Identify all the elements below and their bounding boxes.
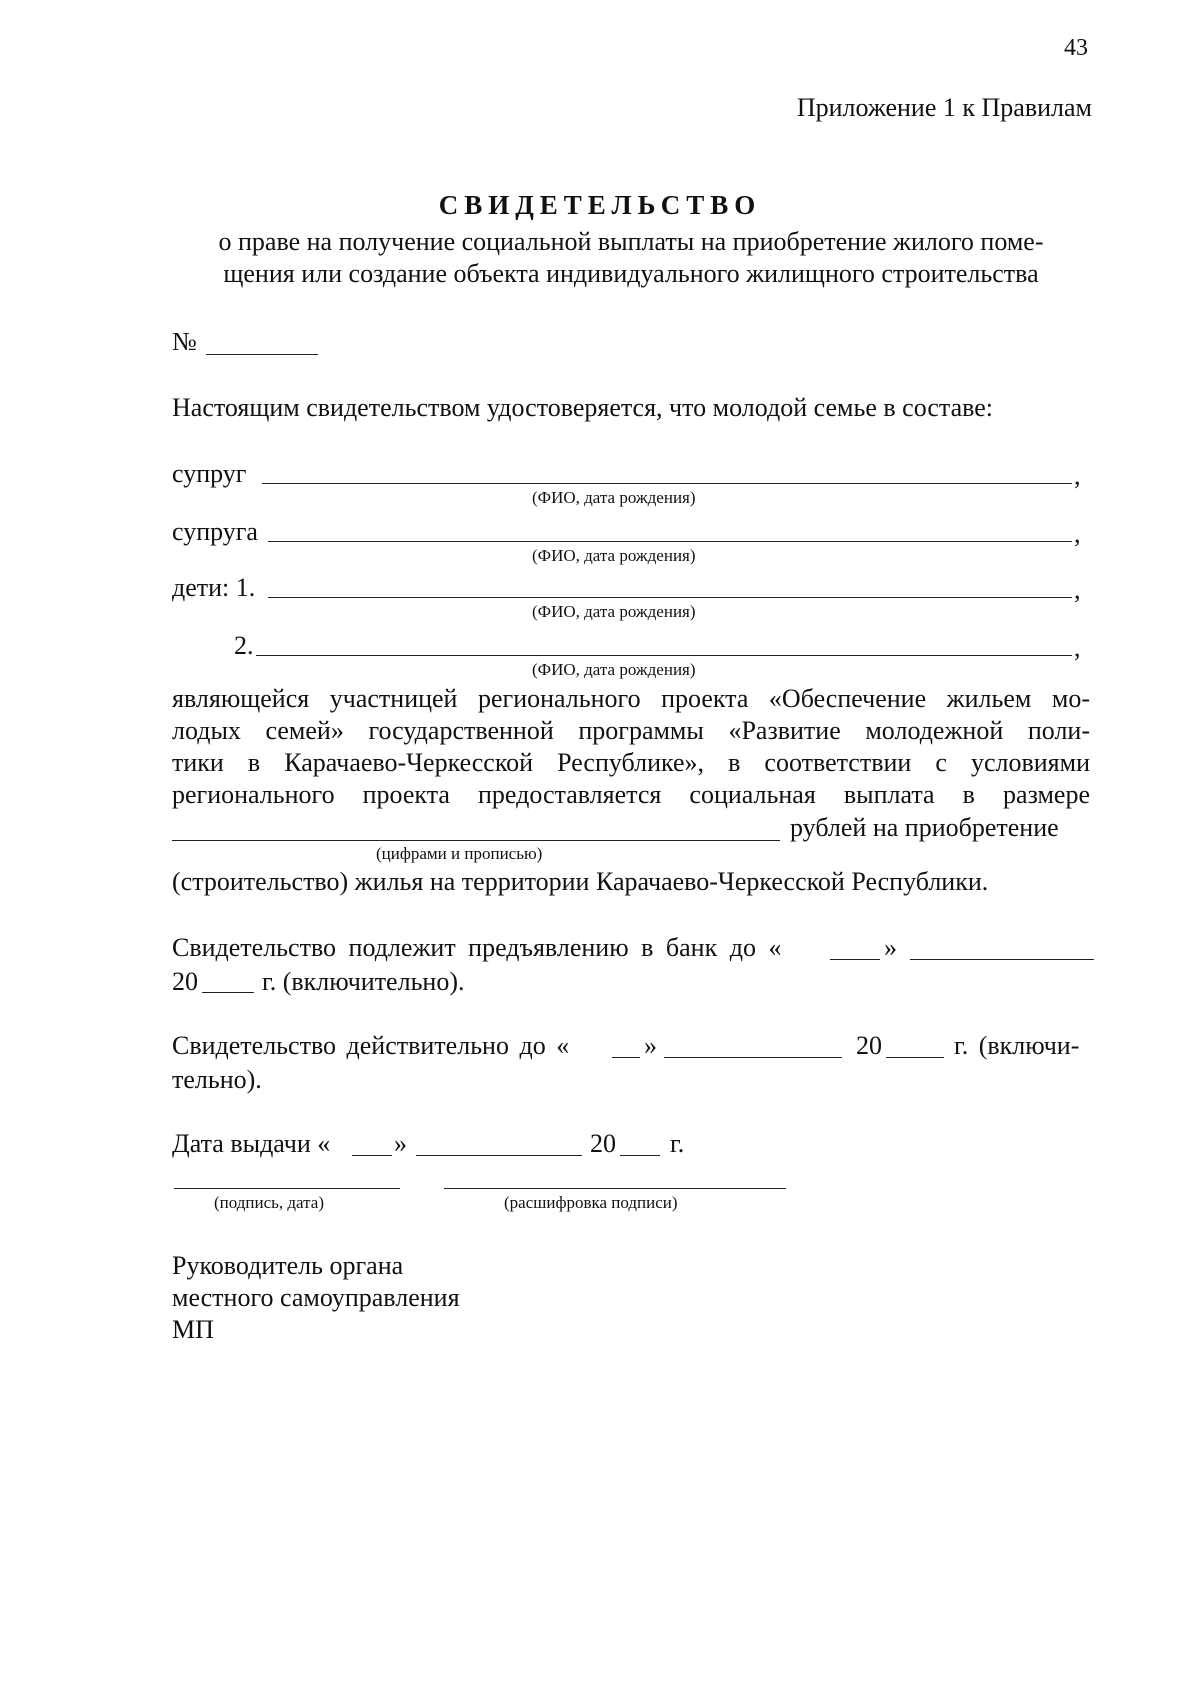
child1-field[interactable] <box>268 597 1072 598</box>
number-field[interactable] <box>206 354 318 355</box>
valid-year-field[interactable] <box>886 1057 944 1058</box>
valid-text: Свидетельство действительно до « <box>172 1031 570 1060</box>
child1-comma: , <box>1074 575 1081 604</box>
document-title: СВИДЕТЕЛЬСТВО <box>438 190 762 220</box>
spouse-f-comma: , <box>1074 519 1081 548</box>
valid-year-suffix: г. (включи- <box>954 1031 1080 1060</box>
spouse-m-field[interactable] <box>262 483 1072 484</box>
body-line-1: являющейся участницей регионального проекта «Обеспечение жильем мо- <box>172 684 1090 713</box>
amount-hint: (цифрами и прописью) <box>376 844 543 863</box>
stamp-label: МП <box>172 1315 214 1344</box>
signature-field[interactable] <box>174 1188 400 1189</box>
child2-hint: (ФИО, дата рождения) <box>532 660 696 679</box>
amount-suffix: рублей на приобретение <box>790 813 1059 842</box>
bank-year-prefix: 20 <box>172 967 198 996</box>
valid-day-field[interactable] <box>612 1057 640 1058</box>
decode-field[interactable] <box>444 1188 786 1189</box>
issue-day-field[interactable] <box>352 1155 392 1156</box>
child2-comma: , <box>1074 633 1081 662</box>
document-subtitle-line1: о праве на получение социальной выплаты на приобретение жилого поме- <box>218 227 1044 256</box>
spouse-m-label: супруг <box>172 459 247 488</box>
child2-field[interactable] <box>256 655 1072 656</box>
spouse-f-label: супруга <box>172 517 258 546</box>
body-line-2: лодых семей» государственной программы «Развитие молодежной поли- <box>172 716 1090 745</box>
appendix-label: Приложение 1 к Правилам <box>796 93 1092 122</box>
spouse-m-hint: (ФИО, дата рождения) <box>532 488 696 507</box>
issue-year-prefix: 20 <box>590 1129 616 1158</box>
valid-year-prefix: 20 <box>856 1031 882 1060</box>
valid-close-quote: » <box>644 1031 657 1060</box>
child2-label: 2. <box>234 631 254 660</box>
head-line-2: местного самоуправления <box>172 1283 460 1312</box>
head-line-1: Руководитель органа <box>172 1251 404 1280</box>
children-label: дети: 1. <box>172 573 256 602</box>
bank-day-field[interactable] <box>830 959 880 960</box>
number-label: № <box>172 327 197 356</box>
bank-text: Свидетельство подлежит предъявлению в банк до « <box>172 933 782 962</box>
issue-text: Дата выдачи « <box>172 1129 331 1158</box>
bank-month-field[interactable] <box>910 959 1094 960</box>
body-line-4: регионального проекта предоставляется социальная выплата в размере <box>172 780 1090 809</box>
page-number: 43 <box>1064 35 1088 61</box>
decode-hint: (расшифровка подписи) <box>504 1193 678 1212</box>
valid-month-field[interactable] <box>664 1057 842 1058</box>
body-line-3: тики в Карачаево-Черкесской Республике», в соответствии с условиями <box>172 748 1090 777</box>
issue-year-suffix: г. <box>670 1129 685 1158</box>
child1-hint: (ФИО, дата рождения) <box>532 602 696 621</box>
spouse-f-field[interactable] <box>268 541 1072 542</box>
signature-hint: (подпись, дата) <box>214 1193 325 1212</box>
bank-year-field[interactable] <box>202 992 254 993</box>
amount-field[interactable] <box>172 840 780 841</box>
bank-year-suffix: г. (включительно). <box>262 967 465 996</box>
issue-close-quote: » <box>394 1129 407 1158</box>
valid-line2: тельно). <box>172 1065 262 1094</box>
issue-month-field[interactable] <box>416 1155 582 1156</box>
spouse-f-hint: (ФИО, дата рождения) <box>532 546 696 565</box>
bank-close-quote: » <box>884 933 897 962</box>
issue-year-field[interactable] <box>620 1155 660 1156</box>
document-subtitle-line2: щения или создание объекта индивидуального жилищного строительства <box>223 259 1039 288</box>
spouse-m-comma: , <box>1074 461 1081 490</box>
body-last-line: (строительство) жилья на территории Карачаево-Черкесской Республики. <box>172 867 989 896</box>
intro-text: Настоящим свидетельством удостоверяется, что молодой семье в составе: <box>172 393 993 422</box>
